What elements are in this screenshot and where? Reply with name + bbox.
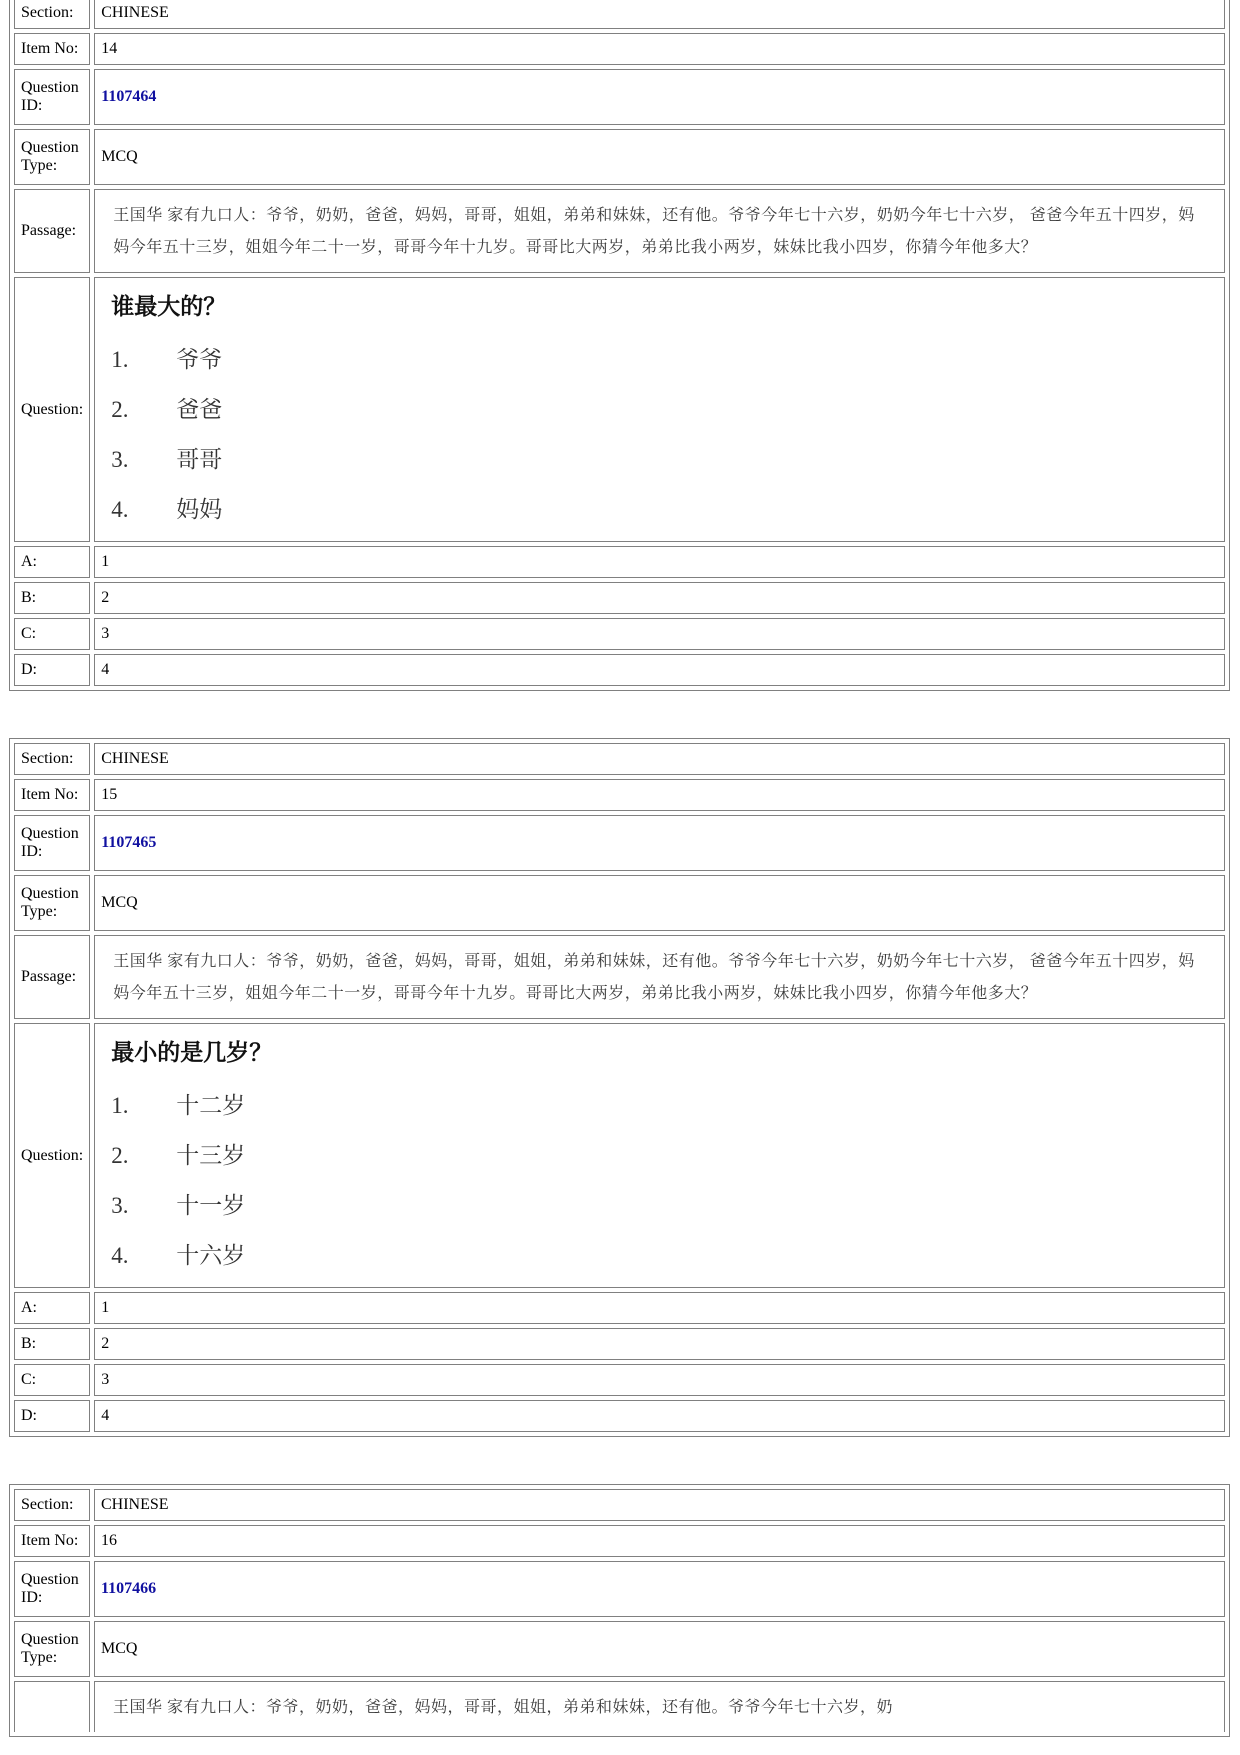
section-row	[14, 1489, 1225, 1521]
question-type-label: Question Type:	[14, 1621, 90, 1677]
question-id-label: Question ID:	[14, 69, 90, 125]
item-no-label: Item No:	[14, 33, 90, 65]
question-type-label: Question Type:	[14, 875, 90, 931]
question-id-label: Question ID:	[14, 815, 90, 871]
item-no-value: 15	[94, 779, 1225, 811]
section-row	[14, 743, 1225, 775]
question-block-16	[9, 1484, 1230, 1737]
answer-d-label: D:	[14, 1400, 90, 1432]
option-2: 2. 爸爸	[111, 397, 223, 422]
passage-text: 王国华 家有九口人：爷爷，奶奶，爸爸，妈妈，哥哥，姐姐，弟弟和妹妹，还有他。爷爷今年七十六岁，奶奶今年七十六岁， 爸爸今年五十四岁，妈妈今年五十三岁，姐姐今年二十一岁，哥哥今年十九岁。哥哥比大两岁，弟弟比我小两岁，妹妹比我小四岁，你猜今年他多大？	[94, 189, 1225, 273]
answer-b-value: 2	[94, 582, 1225, 614]
item-no-value: 14	[94, 33, 1225, 65]
question-id-value: 1107466	[94, 1561, 1225, 1617]
answer-b-row	[14, 1328, 1225, 1360]
passage-row	[14, 935, 1225, 1019]
question-title: 谁最大的？	[111, 294, 227, 319]
answer-b-label: B:	[14, 582, 90, 614]
answer-b-label: B:	[14, 1328, 90, 1360]
answer-a-row	[14, 1292, 1225, 1324]
question-id-row	[14, 815, 1225, 871]
answer-b-row	[14, 582, 1225, 614]
item-no-row	[14, 779, 1225, 811]
answer-c-value: 3	[94, 1364, 1225, 1396]
section-value: CHINESE	[94, 1489, 1225, 1521]
option-4: 4. 妈妈	[111, 497, 223, 522]
passage-text: 王国华 家有九口人：爷爷，奶奶，爸爸，妈妈，哥哥，姐姐，弟弟和妹妹，还有他。爷爷今年七十六岁，奶	[94, 1681, 1225, 1732]
item-no-label: Item No:	[14, 1525, 90, 1557]
answer-d-row	[14, 1400, 1225, 1432]
answer-c-row	[14, 1364, 1225, 1396]
answer-c-label: C:	[14, 618, 90, 650]
answer-d-value: 4	[94, 1400, 1225, 1432]
answer-a-label: A:	[14, 546, 90, 578]
question-type-row	[14, 1621, 1225, 1677]
item-no-label: Item No:	[14, 779, 90, 811]
question-label: Question:	[14, 277, 90, 542]
answer-c-value: 3	[94, 618, 1225, 650]
question-type-label: Question Type:	[14, 129, 90, 185]
answer-c-row	[14, 618, 1225, 650]
section-row	[14, 0, 1225, 29]
question-type-value: MCQ	[94, 129, 1225, 185]
question-content	[94, 1023, 1225, 1288]
question-type-row	[14, 129, 1225, 185]
option-1: 1. 十二岁	[111, 1093, 246, 1118]
answer-b-value: 2	[94, 1328, 1225, 1360]
question-id-label: Question ID:	[14, 1561, 90, 1617]
question-row	[14, 277, 1225, 542]
answer-c-label: C:	[14, 1364, 90, 1396]
question-content	[94, 277, 1225, 542]
question-title: 最小的是几岁？	[111, 1040, 273, 1065]
item-no-row	[14, 33, 1225, 65]
passage-label	[14, 1681, 90, 1732]
passage-text: 王国华 家有九口人：爷爷，奶奶，爸爸，妈妈，哥哥，姐姐，弟弟和妹妹，还有他。爷爷今年七十六岁，奶奶今年七十六岁， 爸爸今年五十四岁，妈妈今年五十三岁，姐姐今年二十一岁，哥哥今年十九岁。哥哥比大两岁，弟弟比我小两岁，妹妹比我小四岁，你猜今年他多大？	[94, 935, 1225, 1019]
passage-label: Passage:	[14, 189, 90, 273]
option-4: 4. 十六岁	[111, 1243, 246, 1268]
option-1: 1. 爷爷	[111, 347, 223, 372]
question-type-value: MCQ	[94, 1621, 1225, 1677]
item-no-row	[14, 1525, 1225, 1557]
question-row	[14, 1023, 1225, 1288]
question-id-value: 1107464	[94, 69, 1225, 125]
answer-a-label: A:	[14, 1292, 90, 1324]
answer-d-row	[14, 654, 1225, 686]
section-value: CHINESE	[94, 0, 1225, 29]
option-3: 3. 十一岁	[111, 1193, 246, 1218]
answer-a-value: 1	[94, 546, 1225, 578]
section-label: Section:	[14, 0, 90, 29]
section-value: CHINESE	[94, 743, 1225, 775]
answer-d-label: D:	[14, 654, 90, 686]
question-label: Question:	[14, 1023, 90, 1288]
option-2: 2. 十三岁	[111, 1143, 246, 1168]
passage-row	[14, 1681, 1225, 1732]
passage-label: Passage:	[14, 935, 90, 1019]
section-label: Section:	[14, 743, 90, 775]
question-id-row	[14, 1561, 1225, 1617]
question-type-row	[14, 875, 1225, 931]
option-3: 3. 哥哥	[111, 447, 223, 472]
question-id-row	[14, 69, 1225, 125]
question-block-15	[9, 738, 1230, 1437]
answer-a-row	[14, 546, 1225, 578]
answer-a-value: 1	[94, 1292, 1225, 1324]
item-no-value: 16	[94, 1525, 1225, 1557]
question-block-14	[9, 0, 1230, 691]
section-label: Section:	[14, 1489, 90, 1521]
question-id-value: 1107465	[94, 815, 1225, 871]
passage-row	[14, 189, 1225, 273]
answer-d-value: 4	[94, 654, 1225, 686]
question-type-value: MCQ	[94, 875, 1225, 931]
